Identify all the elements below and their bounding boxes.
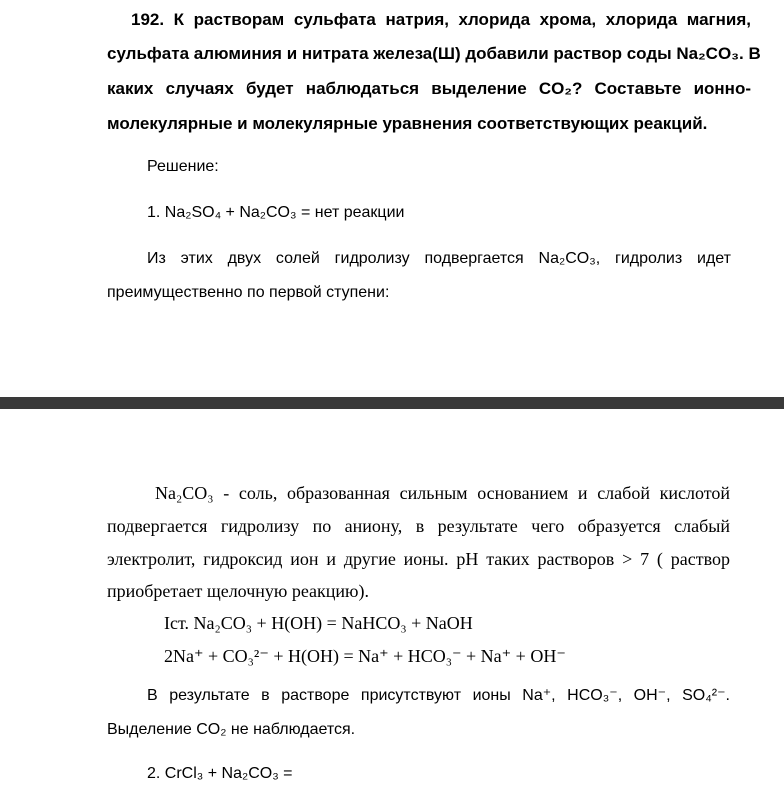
explanation-line-4: приобретает щелочную реакцию). (107, 581, 369, 601)
hydrolysis-intro-line-2: преимущественно по первой ступени: (107, 284, 390, 301)
equation-ionic: 2Na⁺ + CO₃²⁻ + H(OH) = Na⁺ + HCO₃⁻ + Na⁺ + OH⁻ (164, 646, 566, 666)
task-line-4: молекулярные и молекулярные уравнения соответствующих реакций. (107, 114, 708, 133)
item-1-rhs: нет реакции (314, 204, 405, 221)
task-line-3: каких случаях будет наблюдаться выделение CO₂? Составьте ионно- (107, 79, 751, 98)
explanation-line-3: электролит, гидроксид ион и другие ионы. pH таких растворов > 7 ( раствор (107, 549, 730, 569)
item-1-lhs: 1. Na₂SO₄ + Na₂CO₃ = (147, 204, 315, 221)
task-text-line-1: К растворам сульфата натрия, хлорида хрома, хлорида магния, (173, 10, 751, 29)
hydrolysis-intro-line-1: Из этих двух солей гидролизу подвергается Na₂CO₃, гидролиз идет (147, 250, 731, 267)
page-separator (0, 397, 784, 409)
result-line-2: Выделение CO₂ не наблюдается. (107, 721, 356, 738)
equation-molecular: Iст. Na₂CO₃ + H(OH) = NaHCO₃ + NaOH (164, 613, 473, 633)
explanation-line-2: подвергается гидролизу по аниону, в результате чего образуется слабый (107, 516, 730, 536)
task-line-2: сульфата алюминия и нитрата железа(Ш) добавили раствор соды Na₂CO₃. В (107, 44, 761, 63)
item-1-equation (147, 204, 784, 222)
document-page-2 (0, 409, 784, 792)
solution-label: Решение: (147, 158, 219, 175)
explanation-line-1: Na₂CO₃ - соль, образованная сильным основанием и слабой кислотой (155, 483, 730, 503)
task-number: 192. (131, 10, 165, 29)
item-2-equation: 2. CrCl₃ + Na₂CO₃ = (147, 765, 293, 782)
task-line-1 (131, 10, 751, 30)
result-line-1: В результате в растворе присутствуют ионы Na⁺, HCO₃⁻, OH⁻, SO₄²⁻. (147, 687, 730, 704)
